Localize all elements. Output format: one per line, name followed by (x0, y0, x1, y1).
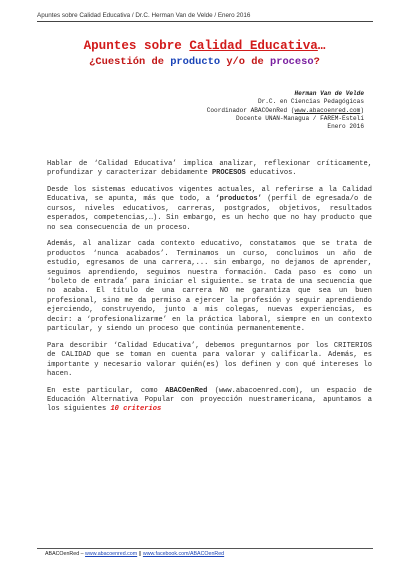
document-title (0, 39, 409, 53)
paragraph-1 (47, 160, 372, 179)
title-prefix: Apuntes sobre (83, 39, 190, 53)
p5-criterios-emphasis: 10 criterios (110, 405, 162, 414)
paragraph-3: Además, al analizar cada contexto educativo, constatamos que se trata de productos ‘nunca acabados’. Terminamos un curso, concluimos un año de estudio, egresamos de una carrera,... sin embargo, no dejamos de aprender, seguimos aprendiendo, seguimos nuestra formación. Cada paso es como un ‘boleto de entrada’ para iniciar el siguiente… se trata de una secuencia que no acaba. El título de una carrera NO me garantiza que sea un buen profesional, sino me da permiso a ejercer la profesión y seguir aprendiendo ejerciendo, construyendo, junto a mis colegas, nuevas experiencias, es decir: a ‘profesionalizarme’ en la práctica laboral, siempre en un contexto particular, y siendo un proceso que continúa permanentemente. (47, 240, 372, 334)
header-divider (37, 21, 373, 22)
subtitle-word-producto: producto (170, 56, 221, 68)
p5-bold-abacoenred: ABACOenRed (165, 386, 208, 395)
author-date: Enero 2016 (327, 123, 364, 131)
author-role-prefix: Coordinador ABACOenRed ( (206, 106, 295, 114)
p1-text-a: Hablar de ‘Calidad Educativa’ implica analizar, reflexionar críticamente, profundizar y caracterizar debidamente (47, 160, 372, 178)
subtitle-part3: ? (313, 56, 320, 68)
p1-bold-procesos: PROCESOS (211, 169, 246, 178)
p2-text-a: Desde los sistemas educativos vigentes actuales, al referirse a la Calidad Educativa, se apunta, más que todo, a (47, 185, 372, 204)
author-role-suffix: ) (360, 106, 364, 114)
paragraph-4: Para describir ‘Calidad Educativa’, debemos preguntarnos por los CRITERIOS de CALIDAD que se toman en cuenta para valorar y calificarla. Además, es importante y necesario valorar quién(es) los definen y con qué intereses lo hacen. (47, 341, 372, 379)
author-name: Herman Van de Velde (294, 90, 364, 97)
paragraph-5 (47, 387, 372, 415)
author-affiliation: Docente UNAN-Managua / FAREM-Estelí (236, 114, 364, 122)
running-header: Apuntes sobre Calidad Educativa / Dr.C. Herman Van de Velde / Enero 2016 (37, 12, 251, 19)
title-suffix: … (317, 39, 326, 53)
p5-text-a: En este particular, como (47, 386, 166, 395)
subtitle-part2: y/o de (220, 56, 270, 68)
author-role (207, 107, 364, 115)
p1-text-c: educativos. (245, 169, 297, 178)
footer-divider (37, 548, 373, 549)
p2-text-c: (perfil de egresada/o de cursos, niveles educativos, carreras, postgrados, objetivos, resultados esperados, competencias,…). Sin embargo, es un hecho que no hay producto que no sea consecuencia de un proceso. (47, 195, 372, 232)
p2-bold-productos: ‘productos’ (215, 195, 262, 204)
author-degree: Dr.C. en Ciencias Pedagógicas (257, 98, 364, 106)
title-emphasis: Calidad Educativa (189, 39, 318, 53)
author-block (207, 90, 364, 131)
document-subtitle (0, 56, 409, 68)
subtitle-word-proceso: proceso (269, 56, 314, 68)
subtitle-part1: ¿Cuestión de (89, 56, 171, 68)
footer-facebook-link[interactable]: www.facebook.com/ABACOenRed (142, 551, 225, 557)
document-body (47, 160, 372, 422)
author-website-link[interactable]: www.abacoenred.com (294, 106, 361, 114)
footer-website-link[interactable]: www.abacoenred.com (85, 551, 138, 557)
footer-prefix: ABACOenRed – (45, 551, 86, 557)
paragraph-2 (47, 186, 372, 233)
p5-text-c: (www.abacoenred.com), un espacio de Educación Alternativa Popular con proyección nuestramericana, apuntamos a los siguientes (47, 386, 372, 414)
page-footer (45, 551, 224, 557)
footer-separator: || (137, 551, 143, 557)
